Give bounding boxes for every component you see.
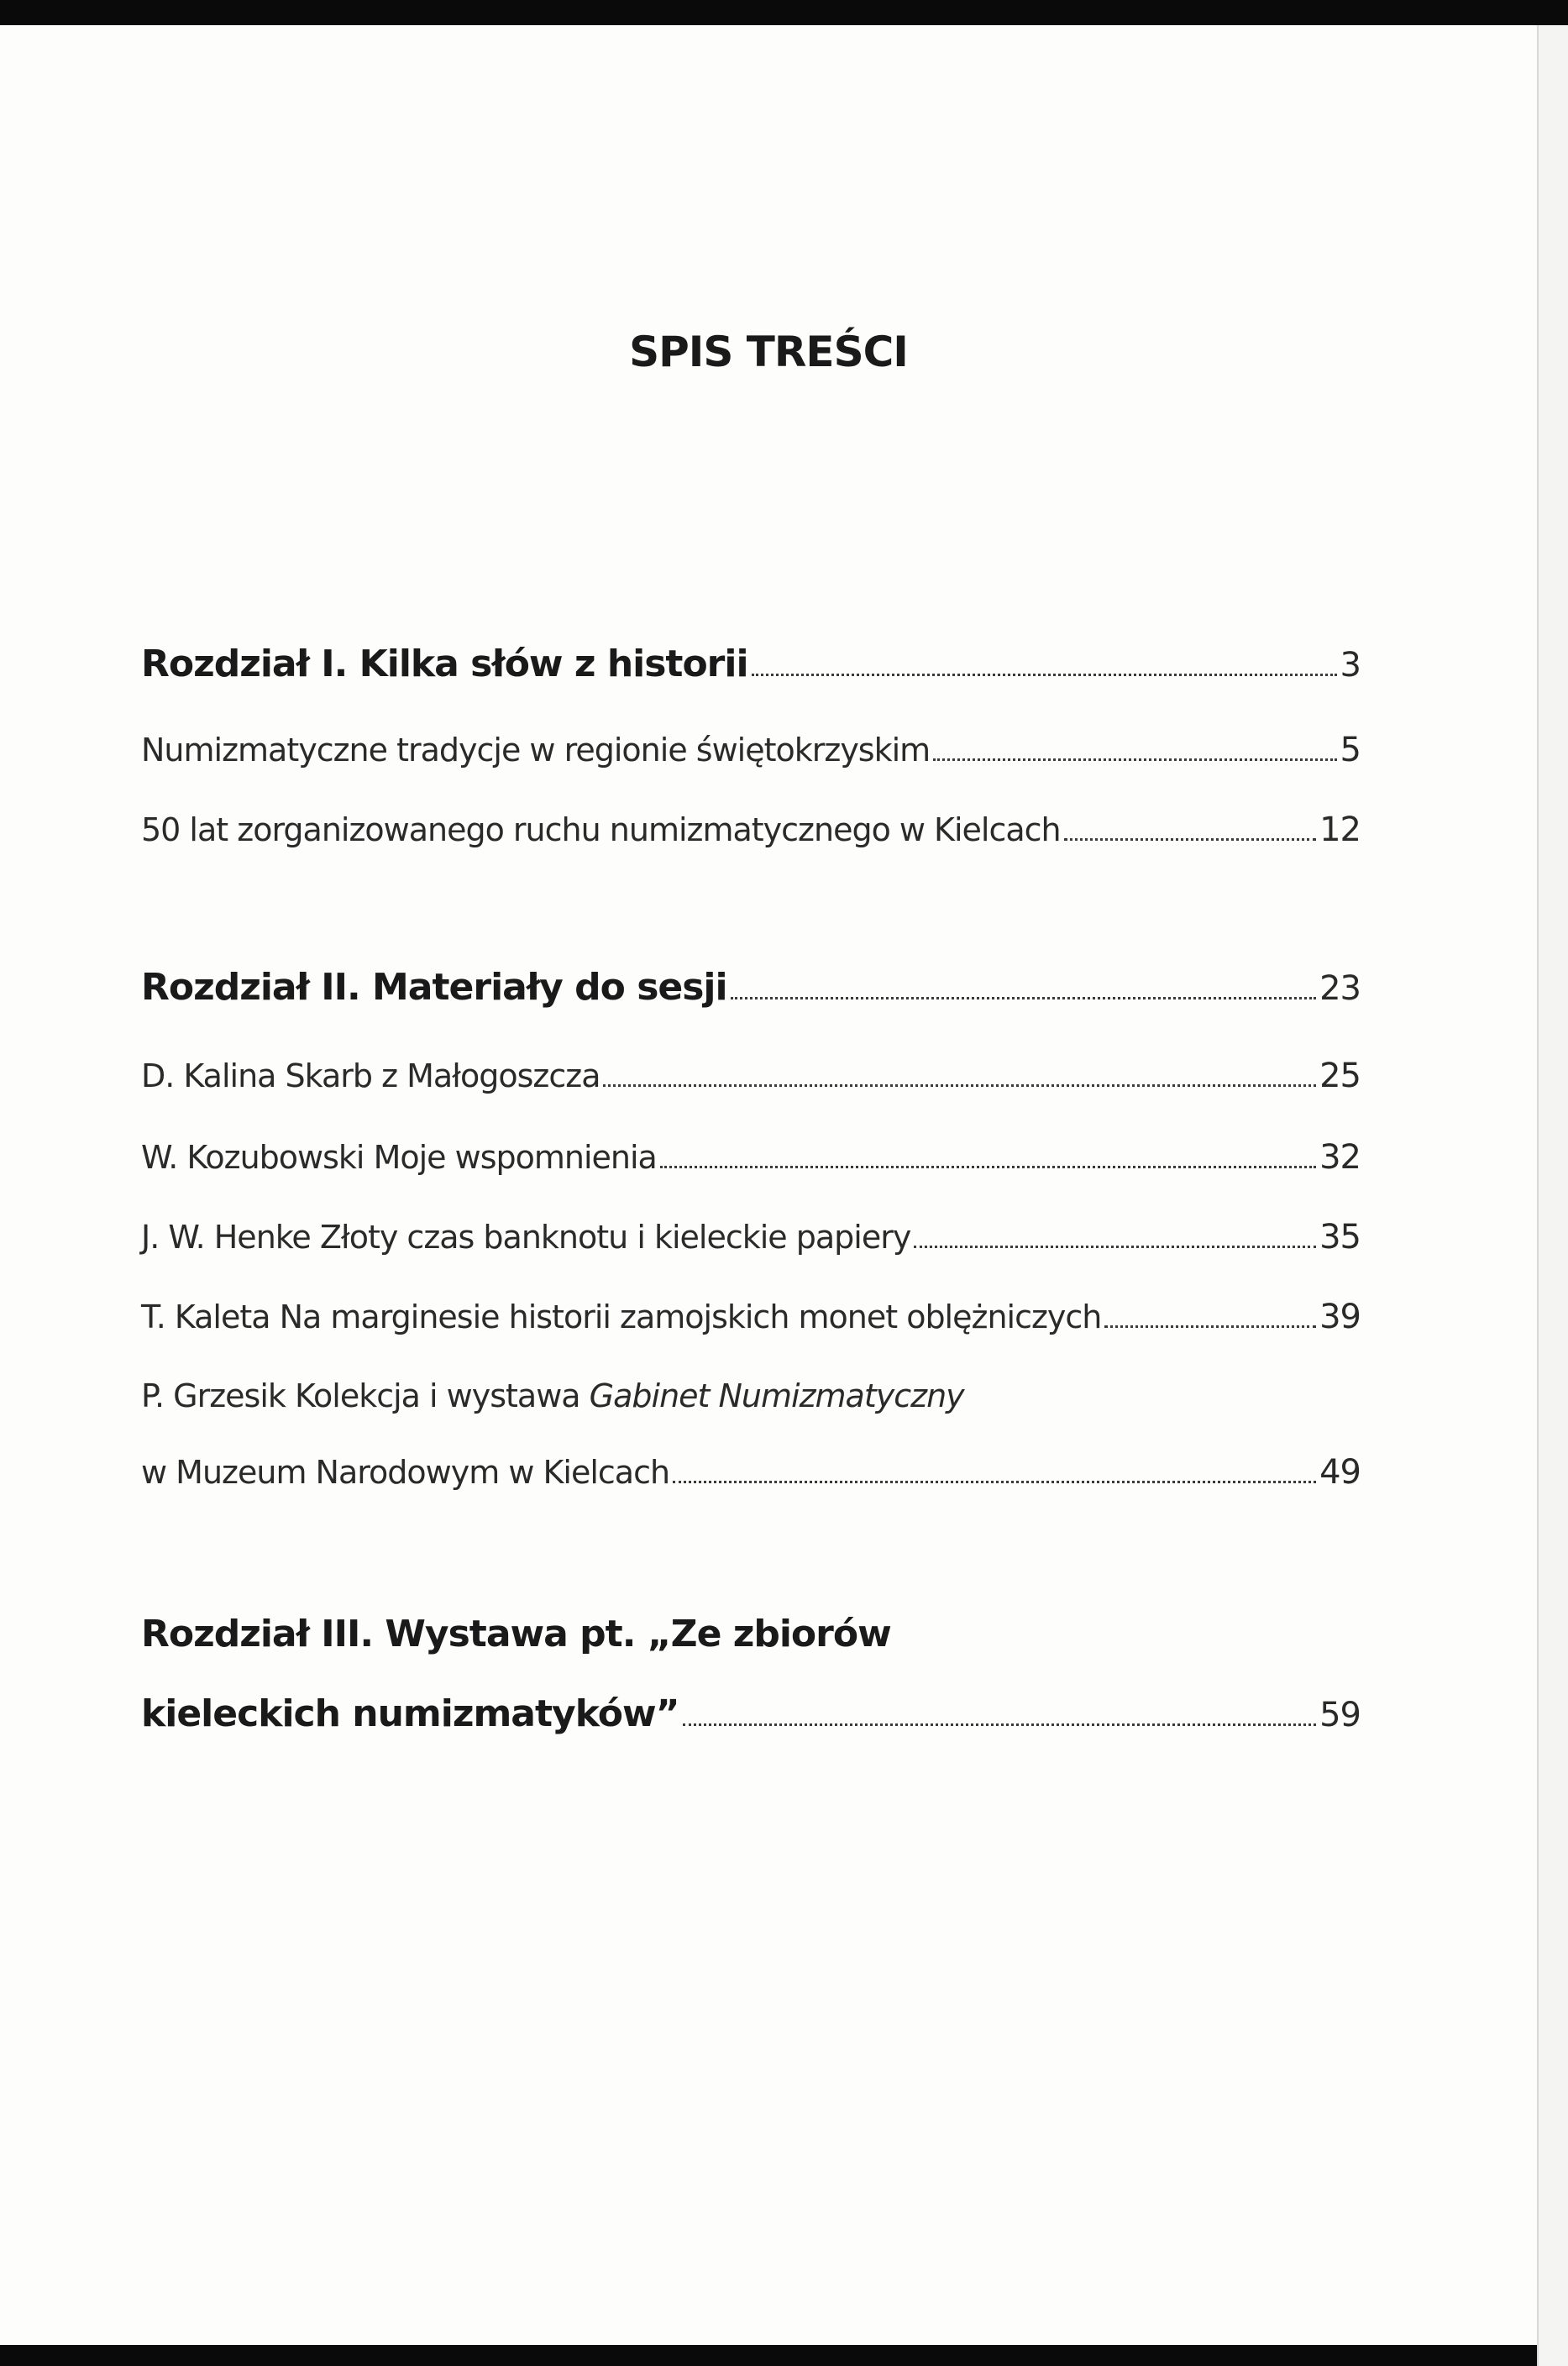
toc-item-page: 49 — [1319, 1453, 1361, 1492]
document-page — [0, 25, 1537, 2345]
toc-item-page: 25 — [1319, 1057, 1361, 1095]
page-title: SPIS TREŚCI — [629, 328, 908, 376]
toc-item-label: 50 lat zorganizowanego ruchu numizmatycznego w Kielcach — [141, 811, 1061, 848]
toc-chapter-2 — [141, 966, 1361, 1009]
toc-item — [141, 1057, 1361, 1095]
toc-item-label: w Muzeum Narodowym w Kielcach — [141, 1454, 670, 1491]
toc-item-page: 39 — [1319, 1298, 1361, 1336]
leader-dots — [683, 1723, 1317, 1726]
toc-chapter-2-label: Rozdział II. Materiały do sesji — [141, 966, 727, 1009]
toc-item-label: W. Kozubowski Moje wspomnienia — [141, 1139, 657, 1176]
leader-dots — [660, 1165, 1316, 1168]
leader-dots — [673, 1480, 1316, 1483]
leader-dots — [933, 758, 1336, 761]
toc-item-label-italic: Gabinet Numizmatyczny — [589, 1377, 964, 1414]
leader-dots — [752, 673, 1337, 676]
leader-dots — [1104, 1325, 1316, 1328]
toc-item-label-prefix: P. Grzesik Kolekcja i wystawa — [141, 1377, 590, 1414]
toc-item-line1 — [141, 1377, 964, 1414]
toc-chapter-2-page: 23 — [1319, 969, 1361, 1008]
toc-item-label: J. W. Henke Złoty czas banknotu i kieleckie papiery — [141, 1219, 911, 1256]
toc-chapter-3-line1: Rozdział III. Wystawa pt. „Ze zbiorów — [141, 1613, 891, 1655]
leader-dots — [914, 1245, 1316, 1248]
toc-chapter-1-page: 3 — [1340, 646, 1361, 685]
toc-item — [141, 731, 1361, 769]
toc-item-label: Numizmatyczne tradycje w regionie świętokrzyskim — [141, 732, 931, 769]
leader-dots — [603, 1083, 1316, 1087]
toc-chapter-3 — [141, 1692, 1361, 1735]
toc-item-page: 5 — [1340, 731, 1361, 769]
leader-dots — [731, 996, 1316, 999]
toc-chapter-1 — [141, 643, 1361, 685]
toc-item-page: 35 — [1319, 1218, 1361, 1256]
toc-item-page: 32 — [1319, 1138, 1361, 1177]
toc-item — [141, 811, 1361, 849]
toc-chapter-1-label: Rozdział I. Kilka słów z historii — [141, 643, 748, 685]
toc-item — [141, 1298, 1361, 1336]
toc-item-label: T. Kaleta Na marginesie historii zamojskich monet oblężniczych — [141, 1298, 1102, 1335]
toc-item — [141, 1453, 1361, 1492]
toc-chapter-3-page: 59 — [1319, 1696, 1361, 1734]
leader-dots — [1064, 837, 1316, 841]
toc-item-label: D. Kalina Skarb z Małogoszcza — [141, 1057, 600, 1094]
toc-item — [141, 1138, 1361, 1177]
page-edge — [1537, 25, 1568, 2366]
toc-chapter-3-label: kieleckich numizmatyków” — [141, 1692, 679, 1735]
toc-item — [141, 1218, 1361, 1256]
toc-item-page: 12 — [1319, 811, 1361, 849]
